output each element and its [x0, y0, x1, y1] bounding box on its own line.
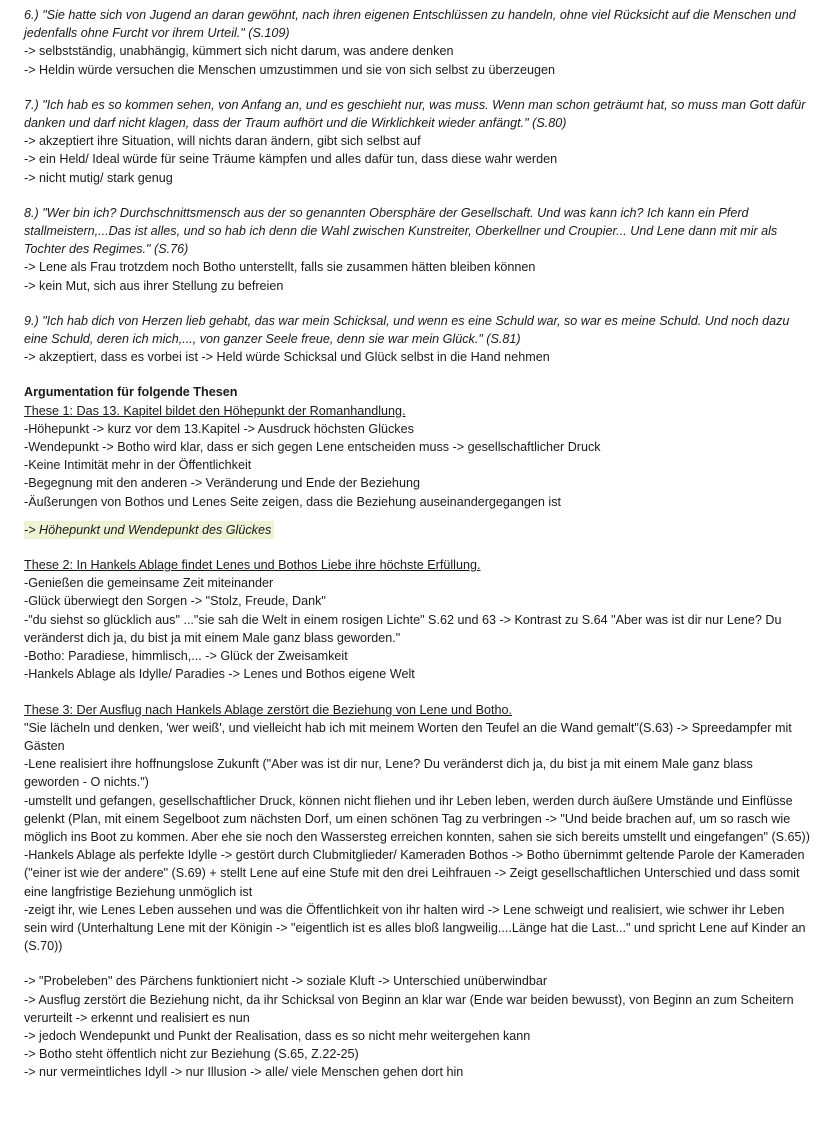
quote-text: 7.) "Ich hab es so kommen sehen, von Anfang an, und es geschieht nur, was muss. Wenn man schon geträumt hat, so muss man Gott dafür danken und darf nicht klagen, dass der Traum aufhört und die Wirklichkeit wieder anfängt." (S.80) — [24, 97, 806, 131]
thesis-point: -Höhepunkt -> kurz vor dem 13.Kapitel -> Ausdruck höchsten Glückes — [24, 421, 414, 436]
thesis-point: -Genießen die gemeinsame Zeit miteinander — [24, 576, 274, 591]
quote-block-9 — [24, 312, 810, 367]
thesis-title: These 2: In Hankels Ablage findet Lenes und Bothos Liebe ihre höchste Erfüllung. — [24, 558, 481, 573]
note-line: -> Heldin würde versuchen die Menschen umzustimmen und sie von sich selbst zu überzeugen — [24, 62, 555, 77]
conclusion-line: -> Ausflug zerstört die Beziehung nicht, da ihr Schicksal von Beginn an klar war (Ende war beiden bewusst), von Beginn an zum Scheitern verurteilt -> erkennt und realisiert es nun — [24, 992, 794, 1025]
conclusion-line: -> jedoch Wendepunkt und Punkt der Realisation, dass es so nicht mehr weitergehen kann — [24, 1028, 531, 1043]
thesis-point: -Keine Intimität mehr in der Öffentlichkeit — [24, 458, 252, 473]
note-line: -> akzeptiert, dass es vorbei ist -> Held würde Schicksal und Glück selbst in die Hand nehmen — [24, 350, 550, 365]
note-line: -> ein Held/ Ideal würde für seine Träume kämpfen und alles dafür tun, dass diese wahr werden — [24, 152, 558, 167]
note-line: -> akzeptiert ihre Situation, will nichts daran ändern, gibt sich selbst auf — [24, 134, 421, 149]
thesis-point: -Hankels Ablage als Idylle/ Paradies -> Lenes und Bothos eigene Welt — [24, 667, 415, 682]
thesis-title: These 1: Das 13. Kapitel bildet den Höhepunkt der Romanhandlung. — [24, 403, 406, 418]
quote-text: 6.) "Sie hatte sich von Jugend an daran gewöhnt, nach ihren eigenen Entschlüssen zu handeln, ohne viel Rücksicht auf die Menschen und jedenfalls ohne Furcht vor ihrem Urteil." (S.109) — [24, 8, 796, 41]
conclusion-line: -> nur vermeintliches Idyll -> nur Illusion -> alle/ viele Menschen gehen dort hin — [24, 1065, 464, 1080]
quote-block-6 — [24, 6, 810, 79]
thesis-point: "Sie lächeln und denken, 'wer weiß', und vielleicht hab ich mit meinem Worten den Teufel an die Wand gemalt"(S.63) -> Spreedampfer mit Gästen — [24, 720, 792, 753]
thesis-2-section — [24, 556, 810, 683]
quote-text: 8.) "Wer bin ich? Durchschnittsmensch aus der so genannten Obersphäre der Gesellschaft. Und was kann ich? Ich kann ein Pferd stallmeistern,...Das ist alles, und so hab ich denn die Wahl zwischen Kunstreiter, Oberkellner und Croupier... Und Lene dann mit mir als Tochter des Regimes." (S.76) — [24, 205, 778, 257]
highlight-text: -> Höhepunkt und Wendepunkt des Glückes — [24, 521, 274, 539]
thesis-point: -Glück überwiegt den Sorgen -> "Stolz, Freude, Dank" — [24, 594, 326, 609]
note-line: -> selbstständig, unabhängig, kümmert sich nicht darum, was andere denken — [24, 44, 454, 59]
thesis-point: -Lene realisiert ihre hoffnungslose Zukunft ("Aber was ist dir nur, Lene? Du veränderst dich ja, du bist ja mit einem Male ganz blass geworden - O nichts.") — [24, 757, 753, 790]
thesis-point: -zeigt ihr, wie Lenes Leben aussehen und was die Öffentlichkeit von ihr halten wird -> Lene schweigt und realisiert, wie schwer ihr Leben sein wird (Unterhaltung Lene mit der Königin -> "eigentlich ist es alles bloß langweilig....Länge hat die Last..." und spricht Lene auf Kinder an (S.70)) — [24, 902, 806, 954]
highlighted-conclusion — [24, 521, 810, 539]
thesis-point: -Begegnung mit den anderen -> Veränderung und Ende der Beziehung — [24, 476, 420, 491]
conclusion-line: -> "Probeleben" des Pärchens funktioniert nicht -> soziale Kluft -> Unterschied unüberwindbar — [24, 974, 548, 989]
thesis-3-section — [24, 701, 810, 956]
thesis-point: -Wendepunkt -> Botho wird klar, dass er sich gegen Lene entscheiden muss -> gesellschaftlicher Druck — [24, 440, 601, 455]
conclusion-line: -> Botho steht öffentlich nicht zur Beziehung (S.65, Z.22-25) — [24, 1047, 359, 1062]
note-line: -> nicht mutig/ stark genug — [24, 170, 173, 185]
thesis-point: -Äußerungen von Bothos und Lenes Seite zeigen, dass die Beziehung auseinandergegangen ist — [24, 494, 562, 509]
thesis-point: -"du siehst so glücklich aus" ..."sie sah die Welt in einem rosigen Lichte" S.62 und 63 -> Kontrast zu S.64 "Aber was ist dir nur Lene? Du veränderst dich ja, du bist ja mit einem Male ganz blass geworden." — [24, 612, 782, 645]
quote-block-8 — [24, 204, 810, 295]
thesis-1-section — [24, 383, 810, 510]
thesis-3-conclusions — [24, 972, 810, 1081]
quote-block-7 — [24, 96, 810, 187]
quote-text: 9.) "Ich hab dich von Herzen lieb gehabt, das war mein Schicksal, und wenn es eine Schuld war, so war es meine Schuld. Und noch dazu eine Schuld, deren ich mich,..., von ganzer Seele freue, denn sie war mein Glück." (S.81) — [24, 313, 790, 347]
thesis-point: -umstellt und gefangen, gesellschaftlicher Druck, können nicht fliehen und ihr Leben leben, werden durch äußere Umstände und Einflüsse gelenkt (Plan, mit einem Segelboot zum nächsten Dorf, um einen schönen Tag zu verbringen -> "Und beide brachen auf, um so rasch wie möglich ins Boot zu kommen. Aber ehe sie noch den Wassersteg erreichen konnten, sahen sie sich bereits umstellt und eingefangen" (S.65)) — [24, 793, 810, 844]
note-line: -> Lene als Frau trotzdem noch Botho unterstellt, falls sie zusammen hätten bleiben können — [24, 260, 536, 275]
thesis-title: These 3: Der Ausflug nach Hankels Ablage zerstört die Beziehung von Lene und Botho. — [24, 702, 512, 717]
section-heading: Argumentation für folgende Thesen — [24, 385, 238, 400]
thesis-point: -Hankels Ablage als perfekte Idylle -> gestört durch Clubmitglieder/ Kameraden Bothos -> Botho übernimmt geltende Parole der Kameraden ("einer ist wie der andere" (S.69) + stellt Lene auf eine Stufe mit den drei Leihfrauen -> Zeigt gesellschaftlichen Unterschied und dass somit eine langfristige Beziehung unmöglich ist — [24, 848, 805, 899]
thesis-point: -Botho: Paradiese, himmlisch,... -> Glück der Zweisamkeit — [24, 649, 348, 664]
note-line: -> kein Mut, sich aus ihrer Stellung zu befreien — [24, 278, 284, 293]
